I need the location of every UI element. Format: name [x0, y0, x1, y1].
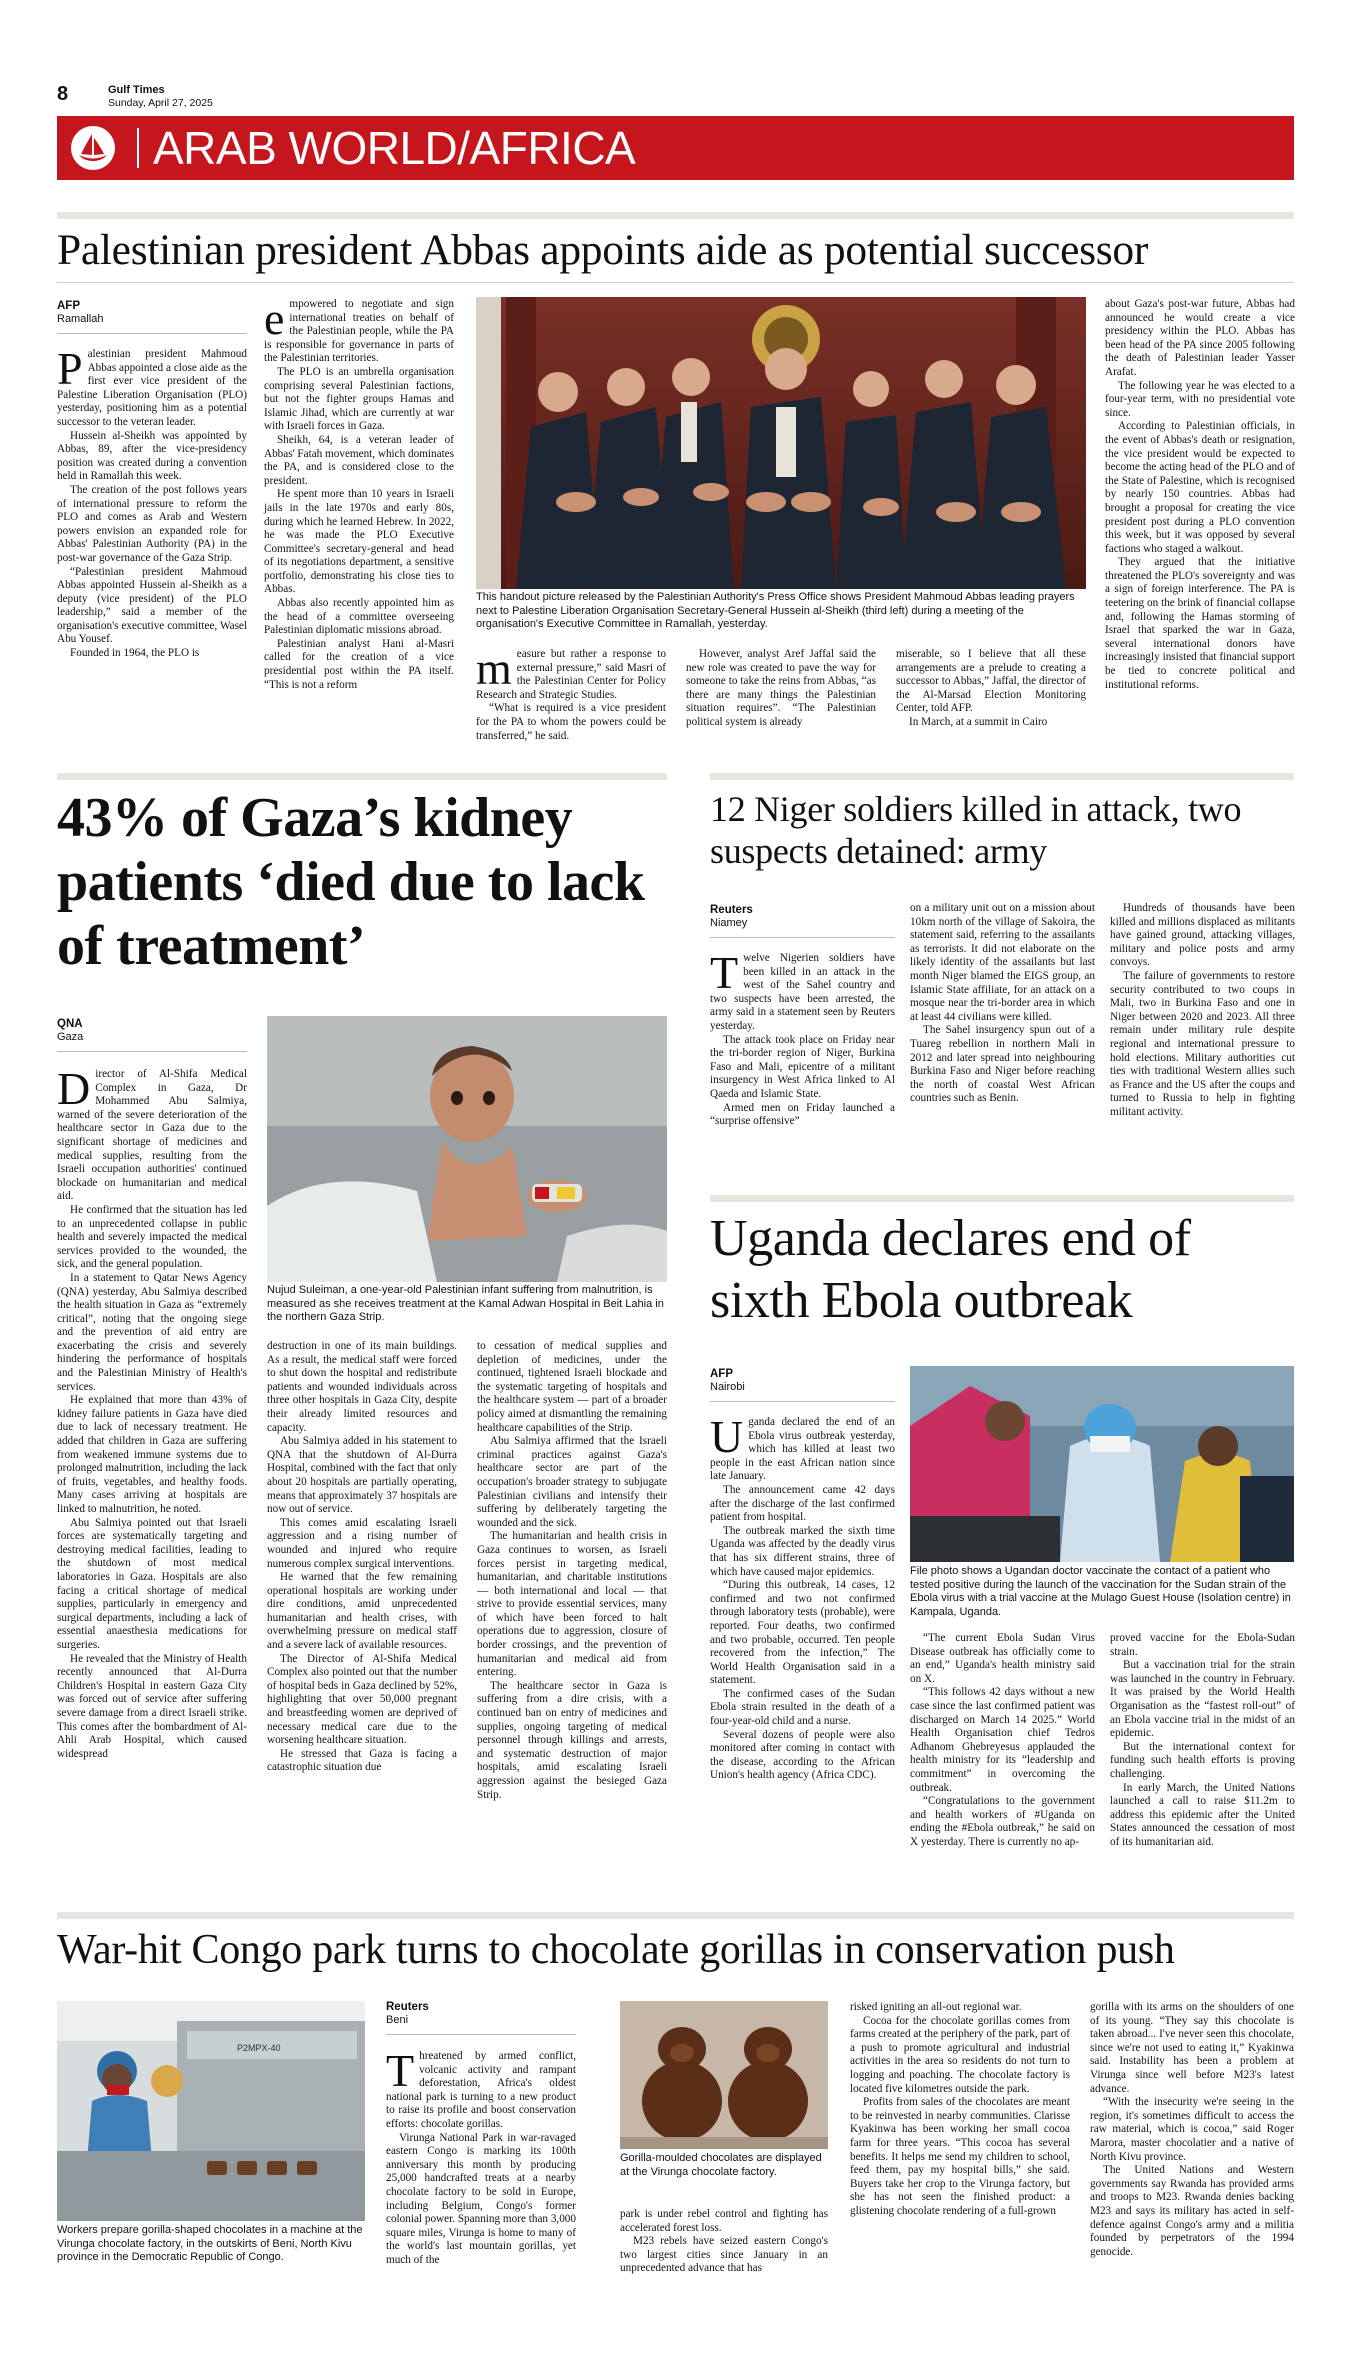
- paragraph: risked igniting an all-out regional war.: [850, 2001, 1022, 2013]
- paragraph: “This follows 42 days without a new case since the last confirmed patient was discharged on March 14 2025.” World Health Organisation chief Tedros Adhanom Ghebreyesus applauded the health ministry for its “leadership and commitment” in overcoming the outbreak.: [910, 1686, 1095, 1794]
- paragraph: The Sahel insurgency spun out of a Tuareg rebellion in northern Mali in 2012 and later spread into neighbouring Burkina Faso and Niger before reaching the north of coastal West African countries such as Benin.: [910, 1024, 1095, 1105]
- byline-agency: AFP: [57, 300, 80, 312]
- gaza-col-1: [57, 1063, 247, 1761]
- byline-location: Gaza: [57, 1031, 84, 1043]
- paragraph: “What is required is a vice president for the PA to whom the powers could be transferred,” he said.: [476, 702, 666, 742]
- masthead-name: Gulf Times: [108, 84, 165, 96]
- niger-headline: 12 Niger soldiers killed in attack, two suspects detained: army: [710, 789, 1242, 871]
- paragraph: They argued that the initiative threatened the PLO's sovereignty and was a sign of foreign interference. The PA is teetering on the brink of financial collapse and, following the Hamas storming of Israel that sparked the war in Gaza, several international donors have increasingly insisted that financial support be tied to concrete political and institutional reforms.: [1105, 556, 1295, 691]
- paragraph: The humanitarian and health crisis in Gaza continues to worsen, as Israeli forces persist in targeting medical, humanitarian, and charitable institutions — both international and local — that strive to provide essential services, many of which have been forced to halt operations due to aggression, closure of border crossings, and the prevention of humanitarian and medical aid from entering.: [477, 1530, 667, 1679]
- chocolate-gorillas-image: [620, 2001, 828, 2149]
- congo-col-2: [620, 2208, 828, 2276]
- paragraph: Virunga National Park in war-ravaged eastern Congo is marking its 100th anniversary this month by producing 25,000 handcrafted treats at a nearby chocolate factory to be sold in Europe, including Belgium, Congo's former colonial power. Spanning more than 3,000 square miles, Virunga is home to many of the world's last mountain gorillas, yet much of the: [386, 2131, 576, 2266]
- congo-headline: War-hit Congo park turns to chocolate gorillas in conservation push: [57, 1927, 1175, 1973]
- paragraph: Palestinian analyst Hani al-Masri called for the creation of a vice presidential post within the PA itself. “This is not a reform: [264, 637, 454, 691]
- paragraph: gorilla with its arms on the shoulders of one of its young. “They say this chocolate is taken abroad... I've never seen this chocolate, since we're not used to eating it,” Kyakinwa said. Instability has been a problem at Virunga since well before M23's latest advance.: [1090, 2001, 1294, 2095]
- gaza-col-3: [477, 1340, 667, 1802]
- congo-byline: [386, 2001, 576, 2027]
- paragraph: proved vaccine for the Ebola-Sudan strain.: [1110, 1632, 1295, 1658]
- paragraph: measure but rather a response to external pressure,” said Masri of the Palestinian Center for Policy Research and Strategic Studies.: [476, 643, 666, 701]
- paragraph: The confirmed cases of the Sudan Ebola strain resulted in the death of a four-year-old child and a nurse.: [710, 1687, 895, 1728]
- byline-agency: QNA: [57, 1018, 83, 1030]
- paragraph: “The current Ebola Sudan Virus Disease outbreak has officially come to an end,” Uganda's health ministry said on X.: [910, 1632, 1095, 1685]
- paragraph: The failure of governments to restore security contributed to two coups in Mali, two in Burkina Faso and one in Niger between 2020 and 2023. All three remain under military rule despite regional and international pressure to hold elections. Military authorities cut ties with traditional Western allies such as France and the US after the coups and turned to Russia to help in fighting militant activity.: [1110, 969, 1295, 1118]
- paragraph: M23 rebels have seized eastern Congo's two largest cities since January in an unprecedented advance that has: [620, 2235, 828, 2275]
- niger-col-1: [710, 947, 895, 1129]
- paragraph: “With the insecurity we're seeing in the region, it's sometimes difficult to access the raw material, which is cocoa,” said Roger Marora, master chocolatier and a native of North Kivu province.: [1090, 2096, 1294, 2163]
- paragraph: The United Nations and Western governments say Rwanda has provided arms and troops to M23. Rwanda denies backing M23 and says its military has acted in self-defence against Congo's army and a militia founded by perpetrators of the 1994 genocide.: [1090, 2164, 1294, 2258]
- dhow-logo-icon: [69, 124, 117, 172]
- abbas-photo-caption: This handout picture released by the Palestinian Authority's Press Office shows President Mahmoud Abbas leading prayers next to Palestine Liberation Organisation Secretary-General Hussein al-Sheikh (third left) during a meeting of the organisation's Executive Committee in Ramallah, yesterday.: [476, 591, 1075, 630]
- paragraph: The healthcare sector in Gaza is suffering from a dire crisis, with a continued ban on entry of medicines and supplies, ongoing targeting of medical personnel through killings and arrests, and systematic destruction of major hospitals, amid escalating Israeli aggression against the besieged Gaza Strip.: [477, 1679, 667, 1801]
- gaza-col-2: [267, 1340, 457, 1775]
- paragraph: “Congratulations to the government and health workers of #Uganda on ending the #Ebola outbreak,” he said on X yesterday. There is currently no ap-: [910, 1795, 1095, 1848]
- abbas-headline: Palestinian president Abbas appoints aide as potential successor: [57, 226, 1149, 274]
- paragraph: In March, at a summit in Cairo: [909, 715, 1048, 728]
- abbas-col-2: [264, 293, 454, 692]
- congo-col-3: [850, 2001, 1070, 2219]
- paragraph: Profits from sales of the chocolates are meant to be reinvested in nearby communities. Clarisse Kyakinwa has been working her small cocoa farm for three years. “This cocoa has several benefits. It helps me send my children to school, feed them, pay my hospital bills,” she said. Buyers take her crop to the Virunga factory, but she has not seen the finished product: a glistening chocolate rendering of a full-grown: [850, 2096, 1070, 2217]
- chocolate-factory-image: [57, 2001, 365, 2221]
- paragraph: The creation of the post follows years of international pressure to reform the PLO and comes as Arab and Western powers envision an expanded role for Abbas' Palestinian Authority (PA) in the post-war governance of the Gaza Strip.: [57, 483, 247, 564]
- paragraph: In early March, the United Nations launched a call to raise $11.2m to address this epidemic after the United States announced the cessation of most of its humanitarian aid.: [1110, 1781, 1295, 1848]
- abbas-photo: [476, 297, 1086, 589]
- congo-photo-factory: [57, 2001, 365, 2221]
- congo-col-4: [1090, 2001, 1294, 2259]
- uganda-col-3: [1110, 1632, 1295, 1850]
- byline-location: Ramallah: [57, 313, 104, 325]
- paragraph: Abu Salmiya added in his statement to QNA that the shutdown of Al-Durra Hospital, combined with the fact that only about 20 hospitals are partially operating, means that approximately 37 hospitals are now out of service.: [267, 1435, 457, 1516]
- paragraph: The Director of Al-Shifa Medical Complex also pointed out that the number of hospital beds in Gaza declined by 52%, highlighting that over 50,000 pregnant and breastfeeding women are deprived of necessary medical care due to the worsening healthcare situation.: [267, 1652, 457, 1747]
- paragraph: He spent more than 10 years in Israeli jails in the late 1970s and early 80s, during which he learned Hebrew. In 2022, he was made the PLO Executive Committee's secretary-general and head of its negotiations department, a sensitive portfolio, demonstrating his close ties to Abbas.: [264, 488, 454, 596]
- paragraph: about Gaza's post-war future, Abbas had announced he would create a vice presidency within the PLO. Abbas has been head of the PA since 2005 following the death of Palestinian leader Yasser Arafat.: [1105, 298, 1295, 378]
- byline-location: Nairobi: [710, 1381, 745, 1393]
- divider: [710, 937, 895, 938]
- byline-agency: AFP: [710, 1368, 733, 1380]
- paragraph: “During this outbreak, 14 cases, 12 confirmed and two not confirmed through laboratory tests (probable), were reported. Four deaths, two confirmed and two probable, occurred. Ten people recovered from the infection,” The World Health Organisation said in a statement.: [710, 1579, 895, 1687]
- paragraph: destruction in one of its main buildings. As a result, the medical staff were forced to shut down the hospital and redistribute patients and wounded individuals across three other hospitals in Gaza City, despite their already limited resources and capacity.: [267, 1340, 457, 1434]
- paragraph: He stressed that Gaza is facing a catastrophic situation due: [267, 1747, 457, 1774]
- byline-location: Beni: [386, 2014, 409, 2026]
- paragraph: He explained that more than 43% of kidney failure patients in Gaza have died due to lack of necessary treatment. He added that children in Gaza are suffering from weakened immune systems due to prolonged malnutrition, including the lack of fruits, vegetables, and healthy foods. Many cases arriving at hospitals are linked to malnutrition, he noted.: [57, 1394, 247, 1515]
- uganda-col-2: [910, 1632, 1095, 1850]
- abbas-byline: [57, 300, 247, 326]
- paragraph: on a military unit out on a mission about 10km north of the village of Sakoira, the statement said, referring to the assailants as terrorists. It did not elaborate on the likely identity of the assailants but last month Niger blamed the EIGS group, an Islamic State affiliate, for an attack on a mosque near the tri-border area in which at least 44 civilians were killed.: [910, 902, 1095, 1023]
- congo-photo-gorillas: [620, 2001, 828, 2149]
- paragraph: Armed men on Friday launched a “surprise offensive”: [710, 1101, 895, 1128]
- paragraph: park is under rebel control and fighting has accelerated forest loss.: [620, 2208, 828, 2234]
- byline-agency: Reuters: [710, 904, 753, 916]
- section-banner: [57, 116, 1294, 180]
- niger-col-3: [1110, 902, 1295, 1120]
- paragraph: According to Palestinian officials, in the event of Abbas's death or resignation, the vice president would be expected to become the acting head of the PLO and of the State of Palestine, which is recognised by nearly 150 countries. Abbas had brought a proposal for creating the vice president post during a PLO convention this week, but it was opposed by several factions who staged a walkout.: [1105, 420, 1295, 555]
- paragraph: Threatened by armed conflict, volcanic activity and rampant deforestation, Africa's oldest national park is turning to a new product to raise its profile and boost conservation efforts: chocolate gorillas.: [386, 2045, 576, 2130]
- section-rule: [710, 773, 1294, 780]
- paragraph: But a vaccination trial for the strain was launched in the country in February. It was praised by the World Health Organisation as the “fastest roll-out” of an Ebola vaccine trial in the midst of an epidemic.: [1110, 1659, 1295, 1740]
- divider: [710, 1401, 895, 1402]
- paragraph: Uganda declared the end of an Ebola virus outbreak yesterday, which has killed at least two people in the east African nation since late January.: [710, 1411, 895, 1483]
- paragraph: Sheikh, 64, is a veteran leader of Abbas' Fatah movement, which dominates the PA, and is considered close to the president.: [264, 433, 454, 487]
- section-rule: [57, 1912, 1294, 1919]
- divider: [57, 282, 1294, 283]
- divider: [57, 1051, 247, 1052]
- paragraph: In a statement to Qatar News Agency (QNA) yesterday, Abu Salmiya described the health situation in Gaza as “extremely critical”, noting that the ongoing siege and the prevention of aid entry are exacerbating the crisis and severely hindering the performance of hospitals and the Palestinian Ministry of Health's services.: [57, 1271, 247, 1393]
- uganda-headline: Uganda declares end of sixth Ebola outbreak: [710, 1210, 1191, 1329]
- congo-photo-caption-1: Workers prepare gorilla-shaped chocolates in a machine at the Virunga chocolate factory, in the outskirts of Beni, North Kivu province in the Democratic Republic of Congo.: [57, 2224, 363, 2263]
- congo-photo-caption-2: Gorilla-moulded chocolates are displayed at the Virunga chocolate factory.: [620, 2152, 822, 2178]
- banner-divider: [137, 128, 139, 168]
- prayer-meeting-image: [476, 297, 1086, 589]
- paragraph: Hundreds of thousands have been killed and millions displaced as militants have gained ground, attacking villages, military and police posts and army convoys.: [1110, 902, 1295, 969]
- niger-col-2: [910, 902, 1095, 1106]
- machine-label: P2MPX-40: [237, 2043, 281, 2053]
- abbas-col-6: [1105, 298, 1295, 692]
- uganda-byline: [710, 1368, 895, 1394]
- ebola-vaccination-image: [910, 1366, 1294, 1562]
- paragraph: The announcement came 42 days after the discharge of the last confirmed patient from hospital.: [710, 1483, 895, 1524]
- paragraph: This comes amid escalating Israeli aggression and a rising number of wounded and injured who require numerous complex surgical interventions.: [267, 1516, 457, 1570]
- paragraph: miserable, so I believe that all these arrangements are a prelude to creating a successor to Abbas,” Jaffal, the director of the Al-Marsad Election Monitoring Center, told AFP.: [896, 648, 1086, 715]
- paragraph: The attack took place on Friday near the tri-border region of Niger, Burkina Faso and Mali, epicentre of a militant insurgency in West Africa linked to Al Qaeda and Islamic State.: [710, 1033, 895, 1100]
- paragraph: The PLO is an umbrella organisation comprising several Palestinian factions, but not the fighter groups Hamas and Islamic Jihad, which are currently at war with Israeli forces in Gaza.: [264, 365, 454, 433]
- paragraph: But the international context for funding such health efforts is proving challenging.: [1110, 1740, 1295, 1780]
- paragraph: Twelve Nigerien soldiers have been killed in an attack in the west of the Sahel country and two suspects have been arrested, the army said in a statement seen by Reuters yesterday.: [710, 947, 895, 1032]
- paragraph: The outbreak marked the sixth time Uganda was affected by the deadly virus that has six different strains, three of which have caused major epidemics.: [710, 1524, 895, 1578]
- paragraph: Abu Salmiya affirmed that the Israeli criminal practices against Gaza's healthcare sector are part of the occupation's broader strategy to subjugate Palestinian civilians and intensify their suffering by deliberately targeting the wounded and the sick.: [477, 1435, 667, 1529]
- paragraph: He confirmed that the situation has led to an unprecedented collapse in public health and severely impacted the medical services provided to the wounded, the sick, and the general population.: [57, 1203, 247, 1271]
- paragraph: Founded in 1964, the PLO is: [70, 647, 200, 660]
- infant-measured-image: [267, 1016, 667, 1282]
- byline-agency: Reuters: [386, 2001, 429, 2013]
- gaza-photo-caption: Nujud Suleiman, a one-year-old Palestinian infant suffering from malnutrition, is measured as she receives treatment at the Kamal Adwan Hospital in Beit Lahia in the northern Gaza Strip.: [267, 1284, 664, 1323]
- paragraph: Hussein al-Sheikh was appointed by Abbas, 89, after the vice-presidency position was created during a convention held in Ramallah this week.: [57, 429, 247, 483]
- abbas-col-4: [686, 648, 876, 730]
- masthead-date: Sunday, April 27, 2025: [108, 97, 213, 109]
- paragraph: to cessation of medical supplies and depletion of medicines, under the continued, tightened Israeli blockade and the systematic targeting of hospitals and the healthcare system — part of a broader policy aimed at dismantling the remaining healthcare capabilities of the Strip.: [477, 1340, 667, 1434]
- paragraph: Abu Salmiya pointed out that Israeli forces are systematically targeting and destroying medical facilities, leading to the shutdown of most medical laboratories in Gaza. Hospitals are also facing a critical shortage of medical supplies, particularly in emergency and surgical departments, including a lack of essential anaesthesia medications for surgeries.: [57, 1516, 247, 1651]
- paragraph: empowered to negotiate and sign international treaties on behalf of the Palestinian people, while the PA is responsible for governance in parts of the Palestinian territories.: [264, 293, 454, 365]
- uganda-col-1: [710, 1411, 895, 1783]
- paragraph: “Palestinian president Mahmoud Abbas appointed Hussein al-Sheikh as a deputy (vice president) of the PLO leadership,” said a member of the organisation's executive committee, Wasel Abu Yousef.: [57, 565, 247, 646]
- section-title: ARAB WORLD/AFRICA: [153, 122, 636, 174]
- niger-byline: [710, 904, 895, 930]
- section-rule: [710, 1195, 1294, 1202]
- divider: [386, 2034, 576, 2035]
- abbas-col-5: [896, 648, 1086, 730]
- paragraph: Cocoa for the chocolate gorillas comes from farms created at the periphery of the park, part of a push to promote agricultural and industrial activities in the area so residents do not turn to logging and poaching. The chocolate factory is located five kilometres outside the park.: [850, 2014, 1070, 2095]
- paragraph: He warned that the few remaining operational hospitals are working under dire conditions, amid unprecedented humanitarian and health crises, with overwhelming pressure on medical staff and a severe lack of available resources.: [267, 1571, 457, 1652]
- divider: [57, 333, 247, 334]
- abbas-col-1: [57, 343, 247, 661]
- abbas-col-3: [476, 643, 666, 743]
- uganda-photo-caption: File photo shows a Ugandan doctor vaccinate the contact of a patient who tested positive during the launch of the vaccination for the Sudan strain of the Ebola virus with a trial vaccine at the Mulago Guest House (Isolation centre) in Kampala, Uganda.: [910, 1565, 1291, 1618]
- section-rule: [57, 773, 667, 780]
- paragraph: He revealed that the Ministry of Health recently announced that Al-Durra Children's Hospital in eastern Gaza City was forced out of service after suffering severe damage from a direct Israeli strike. This comes after the bombardment of Al-Ahli Arab Hospital, which caused widespread: [57, 1652, 247, 1760]
- gaza-headline: 43% of Gaza’s kidney patients ‘died due to lack of treatment’: [57, 787, 645, 977]
- paragraph: Palestinian president Mahmoud Abbas appointed a close aide as the first ever vice president of the Palestine Liberation Organisation (PLO) yesterday, positioning him as a potential successor to the veteran leader.: [57, 343, 247, 428]
- byline-location: Niamey: [710, 917, 748, 929]
- gaza-photo: [267, 1016, 667, 1282]
- uganda-photo: [910, 1366, 1294, 1562]
- paragraph: Abbas also recently appointed him as the head of a committee overseeing Palestinian diplomatic missions abroad.: [264, 597, 454, 637]
- gaza-byline: [57, 1018, 247, 1044]
- congo-col-1: [386, 2045, 576, 2268]
- page-number: 8: [57, 83, 69, 105]
- paragraph: The following year he was elected to a four-year term, with no presidential vote since.: [1105, 379, 1295, 419]
- paragraph: Director of Al-Shifa Medical Complex in Gaza, Dr Mohammed Abu Salmiya, warned of the severe deterioration of the healthcare sector in Gaza due to the significant shortage of medicines and medical supplies, resulting from the Israeli occupation authorities' continued blockade on humanitarian and medical aid.: [57, 1063, 247, 1203]
- gulf-times-logo: [69, 124, 117, 172]
- paragraph: However, analyst Aref Jaffal said the new role was created to pave the way for someone to take the reins from Abbas, “as there are many things the Palestinian situation requires”. “The Palestinian political system is already: [686, 648, 876, 728]
- paragraph: Several dozens of people were also monitored after coming in contact with the disease, according to the African Union's health agency (Africa CDC).: [710, 1728, 895, 1782]
- section-rule: [57, 212, 1294, 219]
